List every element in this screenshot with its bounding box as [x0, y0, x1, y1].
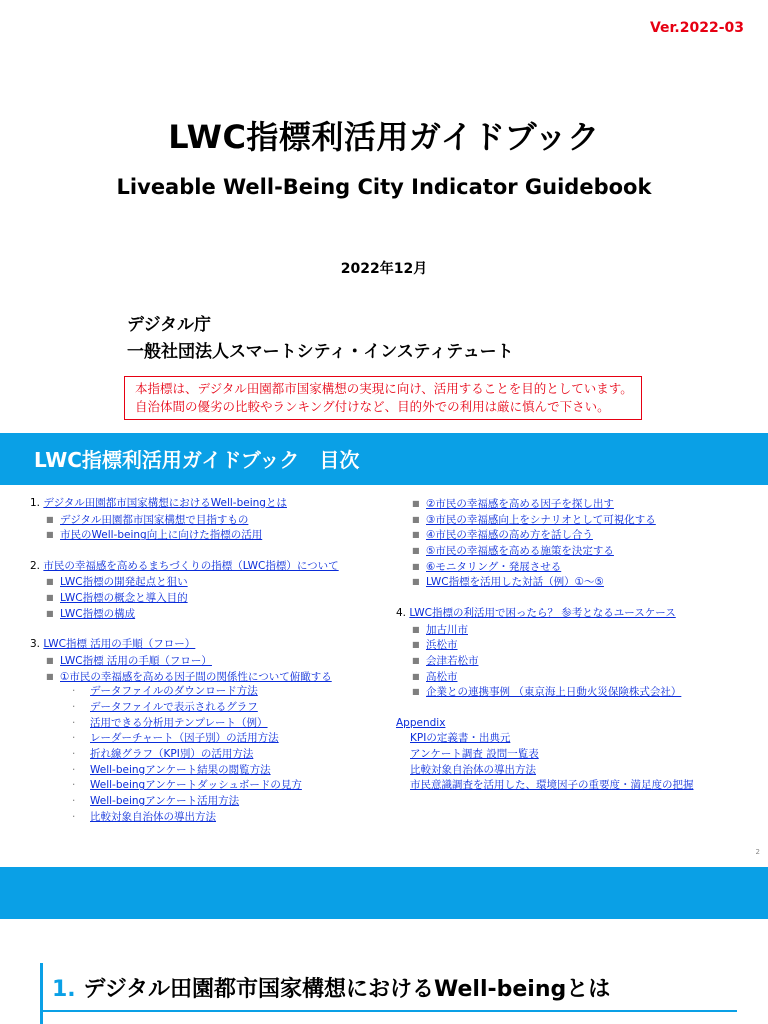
bullet-square-icon: ■ [412, 530, 420, 540]
bullet-square-icon: ■ [412, 577, 420, 587]
bullet-square-icon: ■ [412, 546, 420, 556]
toc-link[interactable]: 活用できる分析用テンプレート（例） [90, 716, 268, 729]
toc-item [396, 559, 756, 575]
toc-item [396, 606, 756, 622]
toc-link[interactable]: ③市民の幸福感向上をシナリオとして可視化する [426, 513, 656, 526]
bullet-square-icon: ■ [46, 671, 54, 681]
toc-link[interactable]: 折れ線グラフ（KPI別）の活用方法 [90, 748, 254, 760]
bullet-dot-icon: · [72, 748, 76, 760]
bullet-square-icon: ■ [46, 514, 54, 524]
toc-link[interactable]: ②市民の幸福感を高める因子を探し出す [426, 498, 614, 510]
toc-link[interactable]: 企業との連携事例 （東京海上日動火災保険株式会社） [426, 686, 682, 699]
toc-link[interactable]: LWC指標の概念と導入目的 [60, 592, 188, 605]
bullet-square-icon: ■ [46, 577, 54, 587]
version-label: Ver.2022-03 [649, 20, 744, 36]
toc-link[interactable]: データファイルで表示されるグラフ [90, 700, 258, 713]
bullet-square-icon: ■ [412, 640, 420, 650]
toc-link[interactable]: Appendix [396, 716, 446, 729]
toc-item [396, 543, 756, 559]
toc-item [396, 763, 756, 779]
toc-item [30, 637, 390, 653]
toc-link[interactable]: ④市民の幸福感の高め方を話し合う [426, 529, 593, 542]
bullet-dot-icon: · [72, 779, 76, 792]
toc-link[interactable]: LWC指標の構成 [60, 607, 136, 620]
toc-item [30, 669, 390, 685]
toc-link[interactable]: アンケート調査 設問一覧表 [410, 748, 539, 760]
toc-item [396, 669, 756, 685]
publish-date: 2022年12月 [340, 261, 428, 277]
toc-link[interactable]: ①市民の幸福感を高める因子間の関係性について俯瞰する [60, 670, 332, 683]
toc-item [30, 527, 390, 543]
toc-link[interactable]: レーダーチャート（因子別）の活用方法 [90, 732, 279, 745]
bullet-square-icon: ■ [412, 499, 420, 508]
toc-spacer [30, 622, 390, 638]
usage-notice [124, 376, 642, 420]
section-band [0, 867, 768, 919]
bullet-dot-icon: · [72, 700, 76, 713]
toc-item [396, 527, 756, 543]
toc-item [396, 731, 756, 747]
section-title: デジタル田園都市国家構想におけるWell-beingとは [83, 977, 611, 1002]
toc-title: LWC指標利活用ガイドブック 目次 [34, 448, 360, 472]
toc-link[interactable]: デジタル田園都市国家構想におけるWell-beingとは [43, 497, 287, 509]
toc-item [396, 574, 756, 590]
toc-item [30, 778, 390, 794]
toc-item [30, 700, 390, 716]
bullet-square-icon: ■ [46, 530, 54, 540]
toc-item [30, 747, 390, 763]
toc-item-number: 2. [30, 559, 41, 572]
toc-link[interactable]: 比較対象自治体の導出方法 [410, 763, 536, 776]
toc-right-column [396, 496, 756, 794]
toc-item [30, 731, 390, 747]
bullet-square-icon: ■ [412, 514, 420, 524]
bullet-dot-icon: · [72, 810, 76, 823]
toc-item [396, 778, 756, 794]
bullet-square-icon: ■ [412, 561, 420, 571]
toc-link[interactable]: 市民の幸福感を高めるまちづくりの指標（LWC指標）について [43, 559, 339, 572]
toc-link[interactable]: LWC指標を活用した対話（例）①～⑤ [426, 576, 604, 589]
toc-item [30, 559, 390, 575]
toc-link[interactable]: ⑥モニタリング・発展させる [426, 560, 562, 573]
toc-item-number: 1. [30, 497, 41, 509]
toc-spacer [396, 590, 756, 606]
toc-item-number: 4. [396, 606, 407, 619]
toc-item [396, 512, 756, 528]
toc-spacer [30, 543, 390, 559]
toc-link[interactable]: Well-beingアンケート活用方法 [90, 795, 240, 808]
bullet-square-icon: ■ [46, 593, 54, 603]
toc-header [0, 433, 768, 485]
toc-link[interactable]: 加古川市 [426, 623, 468, 636]
bullet-dot-icon: · [72, 716, 76, 729]
section-accent-bar [40, 963, 43, 1024]
bullet-dot-icon: · [72, 732, 76, 745]
toc-item [30, 653, 390, 669]
toc-item [30, 496, 390, 512]
toc-item [396, 637, 756, 653]
usage-notice-line-2: 自治体間の優劣の比較やランキング付けなど、目的外での利用は厳に慎んで下さい。 [135, 399, 610, 414]
toc-item [396, 622, 756, 638]
toc-item [396, 496, 756, 512]
toc-link[interactable]: 市民のWell-being向上に向けた指標の活用 [60, 529, 263, 542]
toc-left-column [30, 496, 390, 825]
toc-item [396, 653, 756, 669]
toc-item-number: 3. [30, 638, 41, 651]
bullet-square-icon: ■ [412, 655, 420, 665]
page-subtitle: Liveable Well-Being City Indicator Guidebook [116, 175, 652, 199]
toc-item [396, 684, 756, 700]
bullet-square-icon: ■ [46, 655, 54, 665]
toc-item [30, 716, 390, 732]
section-heading [52, 972, 610, 1003]
toc-item [30, 763, 390, 779]
toc-link[interactable]: データファイルのダウンロード方法 [90, 685, 258, 698]
toc-item [30, 590, 390, 606]
toc-link[interactable]: 浜松市 [426, 639, 458, 652]
bullet-dot-icon: · [72, 685, 76, 698]
bullet-square-icon: ■ [46, 608, 54, 618]
page-title: LWC指標利活用ガイドブック [168, 118, 600, 156]
toc-link[interactable]: LWC指標 活用の手順（フロー） [60, 654, 212, 667]
toc-item [30, 606, 390, 622]
toc-item [396, 747, 756, 763]
toc-link[interactable]: KPIの定義書・出典元 [410, 732, 511, 745]
bullet-square-icon: ■ [412, 671, 420, 681]
toc-link[interactable]: 会津若松市 [426, 654, 479, 667]
bullet-dot-icon: · [72, 763, 76, 776]
toc-link[interactable]: 高松市 [426, 670, 458, 683]
page-number: 2 [755, 848, 760, 856]
organization-1: デジタル庁 [127, 315, 211, 335]
bullet-dot-icon: · [72, 795, 76, 808]
toc-link[interactable]: LWC指標の利活用で困ったら？ 参考となるユースケース [409, 606, 676, 619]
toc-item [396, 716, 756, 732]
organization-2: 一般社団法人スマートシティ・インスティテュート [127, 342, 514, 362]
toc-spacer [396, 700, 756, 716]
toc-link[interactable]: ⑤市民の幸福感を高める施策を決定する [426, 545, 614, 558]
toc-item [30, 574, 390, 590]
toc-item [30, 512, 390, 528]
toc-link[interactable]: LWC指標 活用の手順（フロー） [43, 638, 196, 651]
toc-link[interactable]: 市民意識調査を活用した、環境因子の重要度・満足度の把握 [410, 779, 694, 792]
toc-link[interactable]: Well-beingアンケートダッシュボードの見方 [90, 779, 302, 792]
usage-notice-line-1: 本指標は、デジタル田園都市国家構想の実現に向け、活用することを目的としています。 [135, 381, 633, 396]
section-underline [40, 1010, 737, 1012]
toc-link[interactable]: Well-beingアンケート結果の閲覧方法 [90, 763, 271, 776]
toc-link[interactable]: デジタル田園都市国家構想で目指すもの [60, 513, 249, 526]
toc-link[interactable]: LWC指標の開発起点と狙い [60, 576, 188, 589]
bullet-square-icon: ■ [412, 687, 420, 697]
toc-item [30, 684, 390, 700]
section-number: 1. [52, 977, 76, 1002]
toc-item [30, 794, 390, 810]
toc-link[interactable]: 比較対象自治体の導出方法 [90, 810, 216, 823]
toc-item [30, 810, 390, 826]
bullet-square-icon: ■ [412, 624, 420, 634]
